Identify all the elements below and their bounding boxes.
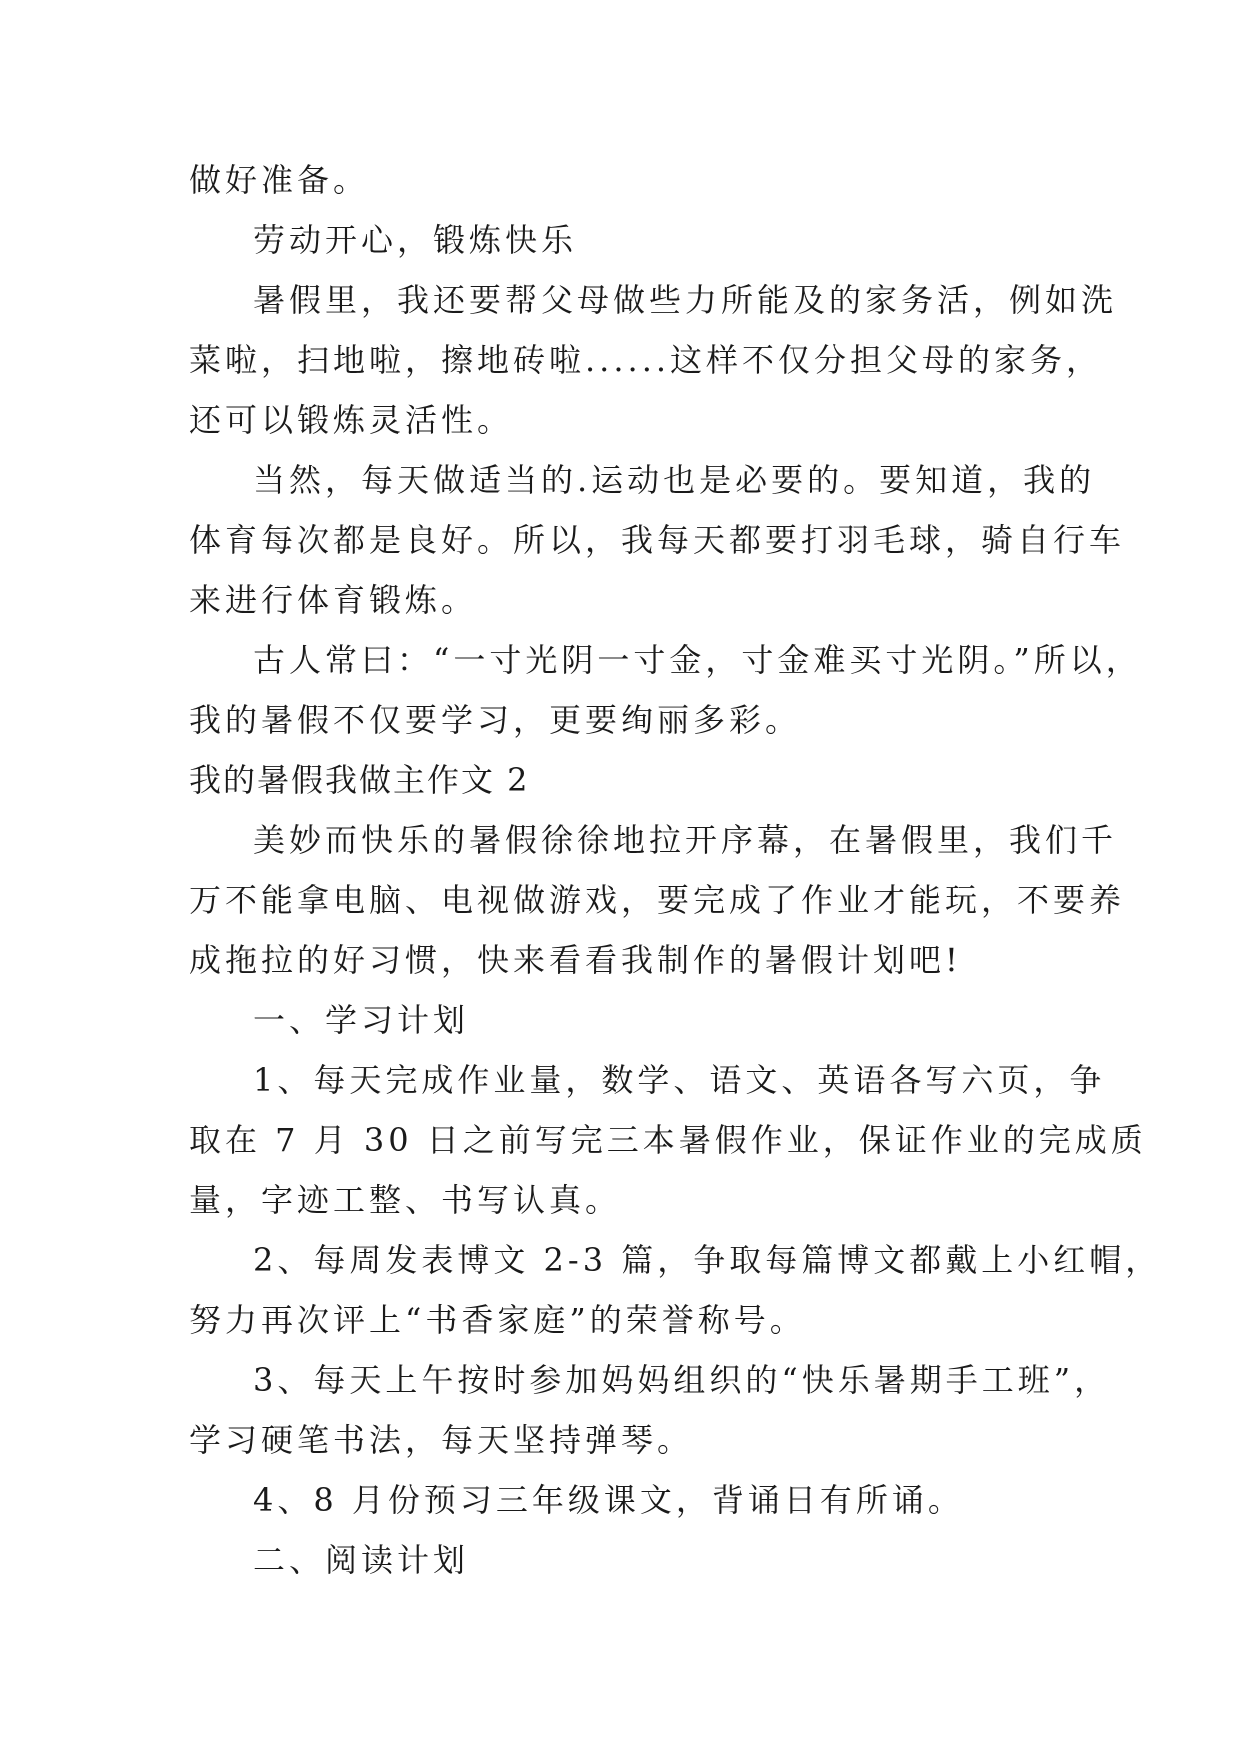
list-item: 1、每天完成作业量，数学、语文、英语各写六页，争	[253, 1061, 1106, 1099]
text-line: 菜啦，扫地啦，擦地砖啦......这样不仅分担父母的家务，	[189, 341, 1103, 379]
document-body	[189, 150, 1162, 1590]
text-line: 还可以锻炼灵活性。	[189, 401, 514, 439]
text-line: 万不能拿电脑、电视做游戏，要完成了作业才能玩，不要养	[189, 881, 1126, 919]
text-line: 取在 7 月 30 日之前写完三本暑假作业，保证作业的完成质	[189, 1121, 1147, 1159]
text-line: 古人常曰：“一寸光阴一寸金，寸金难买寸光阴。”所以，	[253, 641, 1142, 679]
text-line: 努力再次评上“书香家庭”的荣誉称号。	[189, 1301, 806, 1339]
list-item: 4、8 月份预习三年级课文，背诵日有所诵。	[253, 1481, 964, 1519]
text-line: 学习硬笔书法，每天坚持弹琴。	[189, 1421, 694, 1459]
text-line: 我的暑假不仅要学习，更要绚丽多彩。	[189, 701, 802, 739]
section-heading: 二、阅读计划	[253, 1541, 470, 1579]
text-line: 量，字迹工整、书写认真。	[189, 1181, 622, 1219]
text-line: 成拖拉的好习惯，快来看看我制作的暑假计划吧!	[189, 941, 962, 979]
list-item: 3、每天上午按时参加妈妈组织的“快乐暑期手工班”，	[253, 1361, 1111, 1399]
list-item: 2、每周发表博文 2-3 篇，争取每篇博文都戴上小红帽，	[253, 1241, 1162, 1279]
text-line: 做好准备。	[189, 161, 370, 199]
section-heading: 劳动开心，锻炼快乐	[253, 221, 578, 259]
text-line: 来进行体育锻炼。	[189, 581, 478, 619]
section-heading: 一、学习计划	[253, 1001, 470, 1039]
essay-title: 我的暑假我做主作文 2	[189, 761, 530, 799]
text-line: 当然，每天做适当的.运动也是必要的。要知道，我的	[253, 461, 1096, 499]
text-line: 美妙而快乐的暑假徐徐地拉开序幕，在暑假里，我们千	[253, 821, 1118, 859]
text-line: 体育每次都是良好。所以，我每天都要打羽毛球，骑自行车	[189, 521, 1126, 559]
text-line: 暑假里，我还要帮父母做些力所能及的家务活，例如洗	[253, 281, 1118, 319]
